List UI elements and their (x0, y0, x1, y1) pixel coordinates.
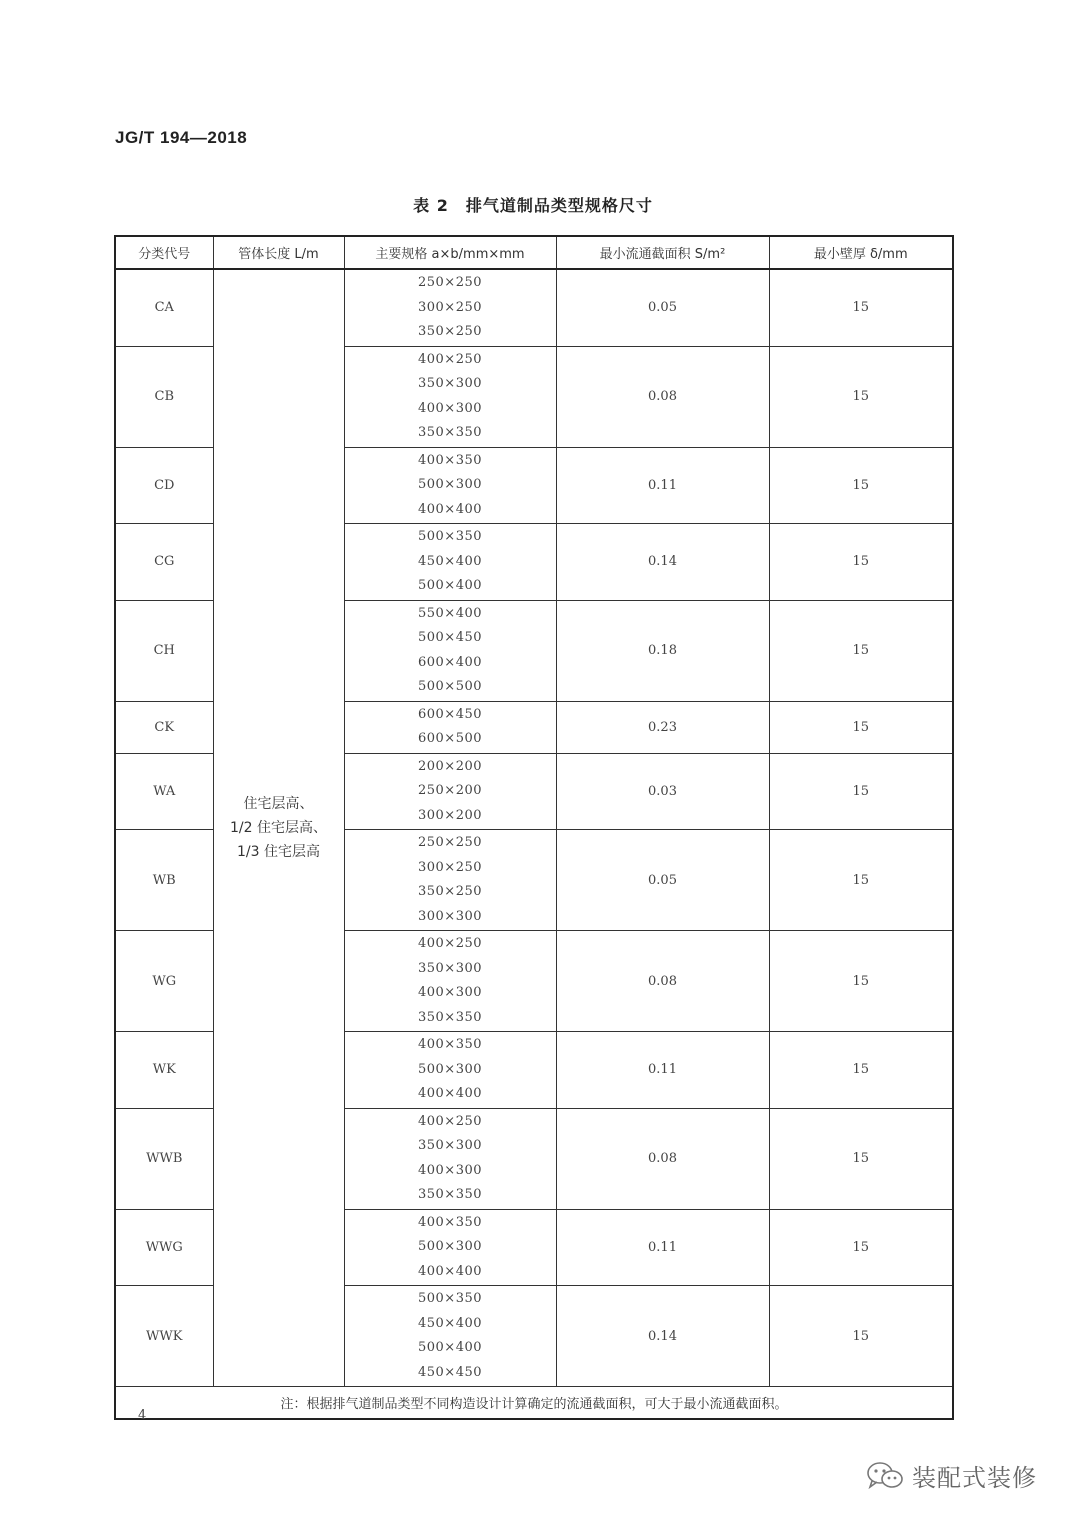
spec-value: 550×400 (417, 605, 483, 621)
spec-value: 500×500 (417, 679, 483, 694)
min-area-cell: 0.08 (556, 931, 769, 1032)
category-code-cell: WA (115, 753, 213, 830)
min-thickness-cell: 15 (769, 1032, 953, 1109)
spec-value: 300×200 (417, 807, 483, 823)
min-thickness-cell: 15 (769, 1286, 953, 1387)
spec-value: 350×300 (417, 960, 483, 976)
spec-table (114, 235, 954, 1420)
min-area-cell: 0.14 (556, 1286, 769, 1387)
column-header-length: 管体长度 L/m (213, 236, 344, 269)
category-code-cell: CA (115, 269, 213, 346)
spec-value: 300×300 (417, 908, 483, 924)
spec-value: 400×350 (417, 452, 483, 468)
spec-cell (344, 447, 556, 524)
spec-value: 400×400 (417, 1263, 483, 1279)
category-code-cell: WWG (115, 1209, 213, 1286)
spec-value: 500×300 (417, 1239, 483, 1254)
spec-value: 500×300 (417, 1061, 483, 1077)
spec-value: 400×350 (417, 1214, 483, 1230)
spec-value: 300×250 (417, 299, 483, 315)
spec-value: 350×300 (417, 376, 483, 391)
min-area-cell: 0.05 (556, 830, 769, 931)
spec-value: 450×400 (417, 1315, 483, 1331)
category-code-cell: WK (115, 1032, 213, 1109)
category-code-cell: WWB (115, 1108, 213, 1209)
spec-cell (344, 1286, 556, 1387)
min-area-cell: 0.11 (556, 1032, 769, 1109)
category-code-cell: WWK (115, 1286, 213, 1387)
spec-value: 350×300 (417, 1138, 483, 1153)
spec-value: 350×350 (417, 1187, 483, 1202)
spec-value: 400×400 (417, 501, 483, 517)
min-area-cell: 0.23 (556, 701, 769, 753)
min-thickness-cell: 15 (769, 524, 953, 601)
spec-cell (344, 830, 556, 931)
min-area-cell: 0.05 (556, 269, 769, 346)
spec-value: 400×250 (417, 936, 483, 951)
spec-cell (344, 931, 556, 1032)
length-value-line: 住宅层高、 (243, 796, 314, 812)
table-title: 表 2 排气道制品类型规格尺寸 (413, 196, 653, 215)
spec-cell (344, 701, 556, 753)
spec-cell (344, 1032, 556, 1109)
spec-value: 500×300 (417, 477, 483, 492)
column-header-thickness: 最小壁厚 δ/mm (769, 236, 953, 269)
spec-cell (344, 346, 556, 447)
spec-value: 400×350 (417, 1037, 483, 1052)
page-number: 4 (138, 1408, 147, 1423)
min-area-cell: 0.18 (556, 600, 769, 701)
column-header-category: 分类代号 (115, 236, 213, 269)
spec-value: 400×250 (417, 351, 483, 367)
category-code-cell: CB (115, 346, 213, 447)
length-value-line: 1/2 住宅层高、 (230, 820, 327, 836)
min-thickness-cell: 15 (769, 447, 953, 524)
spec-cell (344, 600, 556, 701)
min-thickness-cell: 15 (769, 753, 953, 830)
spec-value: 200×200 (417, 758, 483, 774)
watermark-text: 装配式装修 (912, 1464, 1037, 1492)
spec-value: 250×200 (417, 783, 483, 798)
category-code-cell: CK (115, 701, 213, 753)
spec-value: 600×450 (417, 706, 483, 722)
standard-code: JG/T 194—2018 (115, 128, 248, 147)
watermark (866, 1458, 1037, 1493)
table-row (115, 269, 953, 346)
min-thickness-cell: 15 (769, 269, 953, 346)
min-thickness-cell: 15 (769, 701, 953, 753)
spec-value: 300×250 (417, 859, 483, 875)
category-code-cell: CG (115, 524, 213, 601)
min-area-cell: 0.11 (556, 1209, 769, 1286)
min-area-cell: 0.03 (556, 753, 769, 830)
spec-value: 600×500 (417, 731, 483, 746)
note-row (115, 1387, 953, 1420)
spec-value: 350×250 (417, 324, 483, 339)
spec-value: 500×350 (417, 1291, 483, 1306)
spec-value: 400×300 (417, 1162, 483, 1178)
spec-value: 450×400 (417, 553, 483, 569)
spec-cell (344, 1209, 556, 1286)
spec-cell (344, 1108, 556, 1209)
min-area-cell: 0.14 (556, 524, 769, 601)
min-thickness-cell: 15 (769, 830, 953, 931)
spec-value: 500×450 (417, 630, 483, 645)
category-code-cell: WB (115, 830, 213, 931)
spec-value: 250×250 (417, 835, 483, 850)
spec-value: 500×400 (417, 1340, 483, 1355)
spec-value: 400×400 (417, 1086, 483, 1101)
min-area-cell: 0.11 (556, 447, 769, 524)
spec-value: 250×250 (417, 275, 483, 290)
spec-cell (344, 269, 556, 346)
spec-value: 350×250 (417, 884, 483, 899)
spec-cell (344, 524, 556, 601)
min-thickness-cell: 15 (769, 931, 953, 1032)
spec-value: 400×300 (417, 985, 483, 1000)
table-header-row (115, 236, 953, 269)
spec-cell (344, 753, 556, 830)
min-thickness-cell: 15 (769, 600, 953, 701)
min-thickness-cell: 15 (769, 1209, 953, 1286)
category-code-cell: WG (115, 931, 213, 1032)
spec-value: 350×350 (417, 425, 483, 440)
min-thickness-cell: 15 (769, 1108, 953, 1209)
length-cell (213, 269, 344, 1387)
spec-value: 500×350 (417, 529, 483, 544)
length-value-line: 1/3 住宅层高 (237, 844, 320, 860)
category-code-cell: CH (115, 600, 213, 701)
spec-value: 600×400 (417, 654, 483, 670)
min-area-cell: 0.08 (556, 346, 769, 447)
table-note: 注：根据排气道制品类型不同构造设计计算确定的流通截面积，可大于最小流通截面积。 (115, 1387, 953, 1420)
spec-value: 400×300 (417, 400, 483, 416)
spec-value: 450×450 (417, 1364, 483, 1380)
column-header-spec: 主要规格 a×b/mm×mm (344, 236, 556, 269)
column-header-area: 最小流通截面积 S/m² (556, 236, 769, 269)
min-area-cell: 0.08 (556, 1108, 769, 1209)
wechat-icon (866, 1461, 904, 1491)
spec-value: 350×350 (417, 1009, 483, 1025)
min-thickness-cell: 15 (769, 346, 953, 447)
category-code-cell: CD (115, 447, 213, 524)
spec-value: 500×400 (417, 578, 483, 593)
spec-value: 400×250 (417, 1113, 483, 1129)
